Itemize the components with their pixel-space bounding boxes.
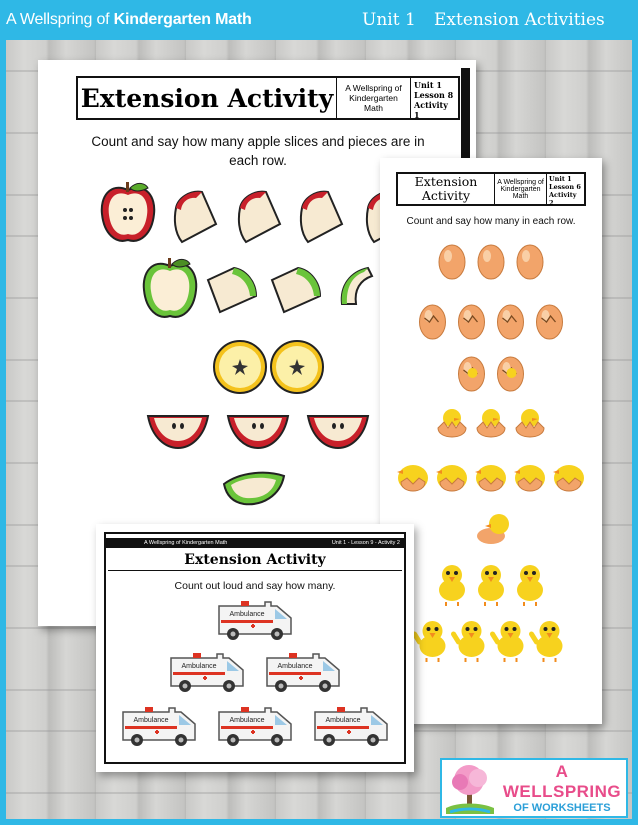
topline-left: A Wellspring of Kindergarten Math: [144, 540, 228, 546]
chick-waving-icon: [532, 621, 563, 662]
chick-icon: [439, 565, 465, 606]
banner-section: Extension Activities: [434, 10, 605, 30]
cracked-egg-icon: [459, 305, 485, 339]
worksheet-lesson-2: Unit 1 Lesson 6 Activity 2: [546, 174, 584, 204]
worksheet-lesson: Unit 1 Lesson 8 Activity 1: [410, 78, 458, 118]
red-apple-half-icon: [102, 182, 155, 241]
ambulance-icon: [219, 601, 291, 640]
topline-right: Unit 1 - Lesson 9 - Activity 2: [331, 540, 400, 546]
chick-icon: [478, 565, 504, 606]
ambulance-icon: [123, 707, 195, 746]
yellow-apple-slice-icon: [214, 341, 266, 393]
ambulance-topline: [104, 538, 406, 548]
ambulance-icon: [267, 653, 339, 692]
worksheet-instruction-3: Count out loud and say how many.: [174, 580, 336, 592]
worksheet-instruction-2: Count and say how many in each row.: [406, 216, 576, 227]
ambulance-label: Ambulance: [229, 717, 265, 724]
red-apple-slice-segment-icon: [308, 416, 368, 448]
green-apple-slice-segment-icon: [224, 473, 284, 505]
ambulance-label: Ambulance: [229, 611, 265, 618]
worksheet-header: [76, 76, 460, 120]
chick-peeking-icon: [514, 465, 545, 491]
logo-line2: OF WORKSHEETS: [513, 802, 611, 814]
ambulance-label: Ambulance: [181, 663, 217, 670]
green-apple-wedge-icon: [208, 268, 256, 312]
yellow-apple-slice-icon: [271, 341, 323, 393]
red-apple-wedge-icon: [175, 192, 216, 242]
red-apple-slice-segment-icon: [228, 416, 288, 448]
banner-brand: A Wellspring of Kindergarten Math: [6, 11, 252, 28]
chick-peeking-icon: [397, 465, 428, 491]
chick-lying-icon: [477, 514, 509, 544]
chick-peeking-icon: [553, 465, 584, 491]
red-apple-wedge-icon: [239, 192, 280, 242]
ambulance-label: Ambulance: [277, 663, 313, 670]
egg-icon: [517, 245, 543, 279]
title-underline: [108, 570, 402, 571]
worksheet-header-2: [396, 172, 586, 206]
worksheet-subtitle-2: A Wellspring of Kindergarten Math: [494, 174, 546, 204]
chick-waving-icon: [415, 621, 446, 662]
ambulance-label: Ambulance: [133, 717, 169, 724]
chick-in-shell-icon: [516, 409, 544, 437]
ambulance-label: Ambulance: [325, 717, 361, 724]
chick-icon: [517, 565, 543, 606]
egg-icon: [439, 245, 465, 279]
ambulance-icon: [315, 707, 387, 746]
ambulance-icon: [171, 653, 243, 692]
worksheet-title-3: Extension Activity: [184, 552, 326, 568]
chick-waving-icon: [493, 621, 524, 662]
cracked-egg-icon: [498, 305, 524, 339]
ambulance-rows: [96, 594, 414, 774]
chick-peeking-icon: [436, 465, 467, 491]
red-apple-wedge-icon: [301, 192, 342, 242]
cracked-egg-icon: [420, 305, 446, 339]
hatching-egg-icon: [459, 357, 485, 391]
chick-in-shell-icon: [477, 409, 505, 437]
egg-icon: [478, 245, 504, 279]
brand-logo: [440, 758, 628, 818]
green-apple-half-icon: [144, 258, 197, 317]
green-apple-wedge-icon: [342, 268, 372, 304]
worksheet-title-2: Extension Activity: [414, 174, 478, 203]
chick-in-shell-icon: [438, 409, 466, 437]
worksheet-instruction: Count and say how many apple slices and pieces are in each row.: [91, 134, 425, 168]
ambulance-worksheet: [96, 524, 414, 772]
cracked-egg-icon: [537, 305, 563, 339]
logo-line1: A WELLSPRING: [502, 762, 622, 801]
tree-icon: [442, 760, 498, 816]
worksheet-subtitle: A Wellspring of Kindergarten Math: [336, 78, 410, 118]
banner-unit: Unit 1: [362, 10, 416, 30]
chick-peeking-icon: [475, 465, 506, 491]
ambulance-icon: [219, 707, 291, 746]
hatching-egg-icon: [498, 357, 524, 391]
top-banner: [0, 0, 638, 40]
green-apple-wedge-icon: [272, 268, 320, 312]
worksheet-title: Extension Activity: [80, 83, 334, 113]
red-apple-slice-segment-icon: [148, 416, 208, 448]
chick-waving-icon: [454, 621, 485, 662]
